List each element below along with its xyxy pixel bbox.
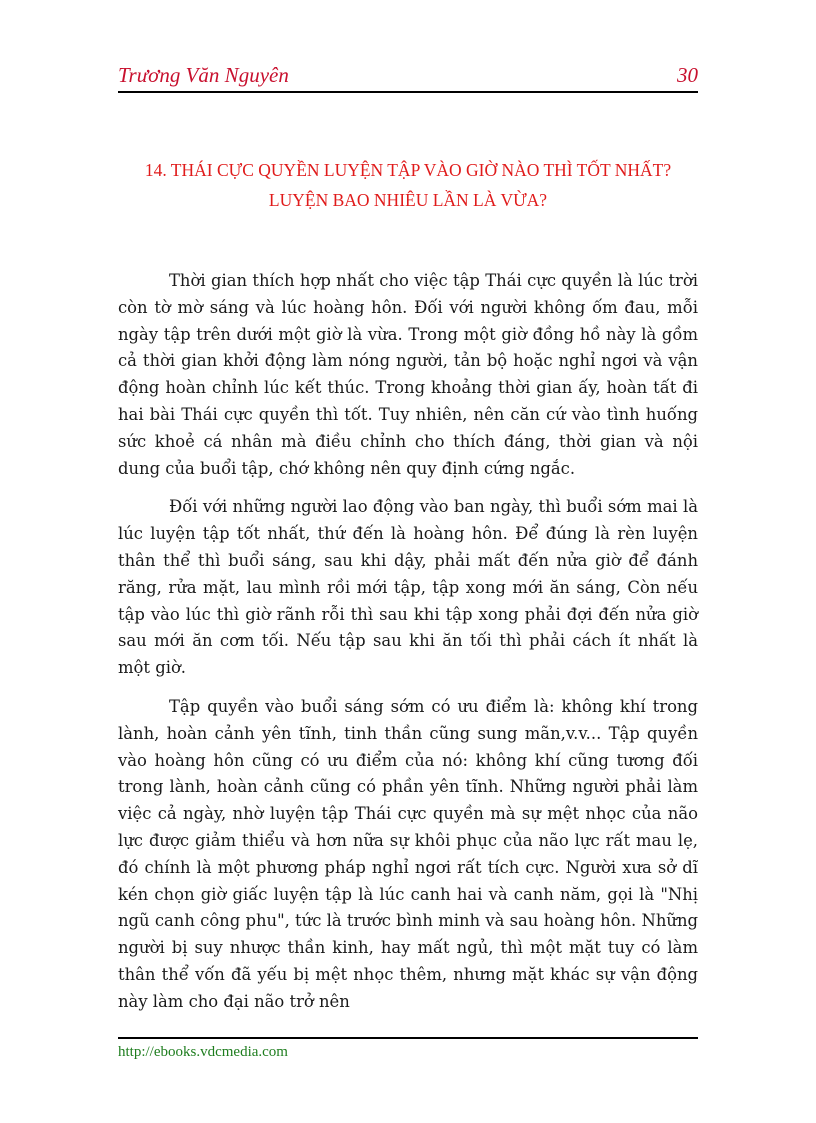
footer-divider [118,1037,698,1039]
header-author: Trương Văn Nguyên [118,63,289,87]
page-header [118,62,698,88]
section-title-line-1: 14. THÁI CỰC QUYỀN LUYỆN TẬP VÀO GIỜ NÀO THÌ TỐT NHẤT? [144,160,672,180]
paragraph-3: Tập quyền vào buổi sáng sớm có ưu điểm là: không khí trong lành, hoàn cảnh yên tĩnh, tinh thần cũng sung mãn,v.v... Tập quyền vào hoàng hôn cũng có ưu điểm của nó: không khí cũng tương đối trong lành, hoàn cảnh cũng có phần yên tĩnh. Những người phải làm việc cả ngày, nhờ luyện tập Thái cực quyền mà sự mệt nhọc của não lực được giảm thiểu và hơn nữa sự khôi phục của não lực rất mau lẹ, đó chính là một phương pháp nghỉ ngơi rất tích cực. Người xưa sở dĩ kén chọn giờ giấc luyện tập là lúc canh hai và canh năm, gọi là "Nhị ngũ canh công phu", tức là trước bình minh và sau hoàng hôn. Những người bị suy nhược thần kinh, hay mất ngủ, thì một mặt tuy có làm thân thể vốn đã yếu bị mệt nhọc thêm, nhưng mặt khác sự vận động này làm cho đại não trở nên [118,696,698,1011]
header-divider [118,91,698,93]
header-page-number: 30 [677,63,698,87]
section-title [118,155,698,215]
section-title-line-2: LUYỆN BAO NHIÊU LẦN LÀ VỪA? [268,190,548,210]
paragraph-2: Đối với những người lao động vào ban ngày, thì buổi sớm mai là lúc luyện tập tốt nhất, thứ đến là hoàng hôn. Để đúng là rèn luyện thân thể thì buổi sáng, sau khi dậy, phải mất đến nửa giờ để đánh răng, rửa mặt, lau mình rồi mới tập, tập xong mới ăn sáng, Còn nếu tập vào lúc thì giờ rãnh rỗi thì sau khi tập xong phải đợi đến nửa giờ sau mới ăn cơm tối. Nếu tập sau khi ăn tối thì phải cách ít nhất là một giờ. [118,497,698,678]
paragraph-1: Thời gian thích hợp nhất cho việc tập Thái cực quyền là lúc trời còn tờ mờ sáng và lúc hoàng hôn. Đối với người không ốm đau, mỗi ngày tập trên dưới một giờ là vừa. Trong một giờ đồng hồ này là gồm cả thời gian khởi động làm nóng người, tản bộ hoặc nghỉ ngơi và vận động hoàn chỉnh lúc kết thúc. Trong khoảng thời gian ấy, hoàn tất đi hai bài Thái cực quyền thì tốt. Tuy nhiên, nên căn cứ vào tình huống sức khoẻ cá nhân mà điều chỉnh cho thích đáng, thời gian và nội dung của buổi tập, chớ không nên quy định cứng ngắc. [118,271,698,478]
footer-link[interactable]: http://ebooks.vdcmedia.com [118,1044,288,1060]
body-text [118,268,698,1028]
